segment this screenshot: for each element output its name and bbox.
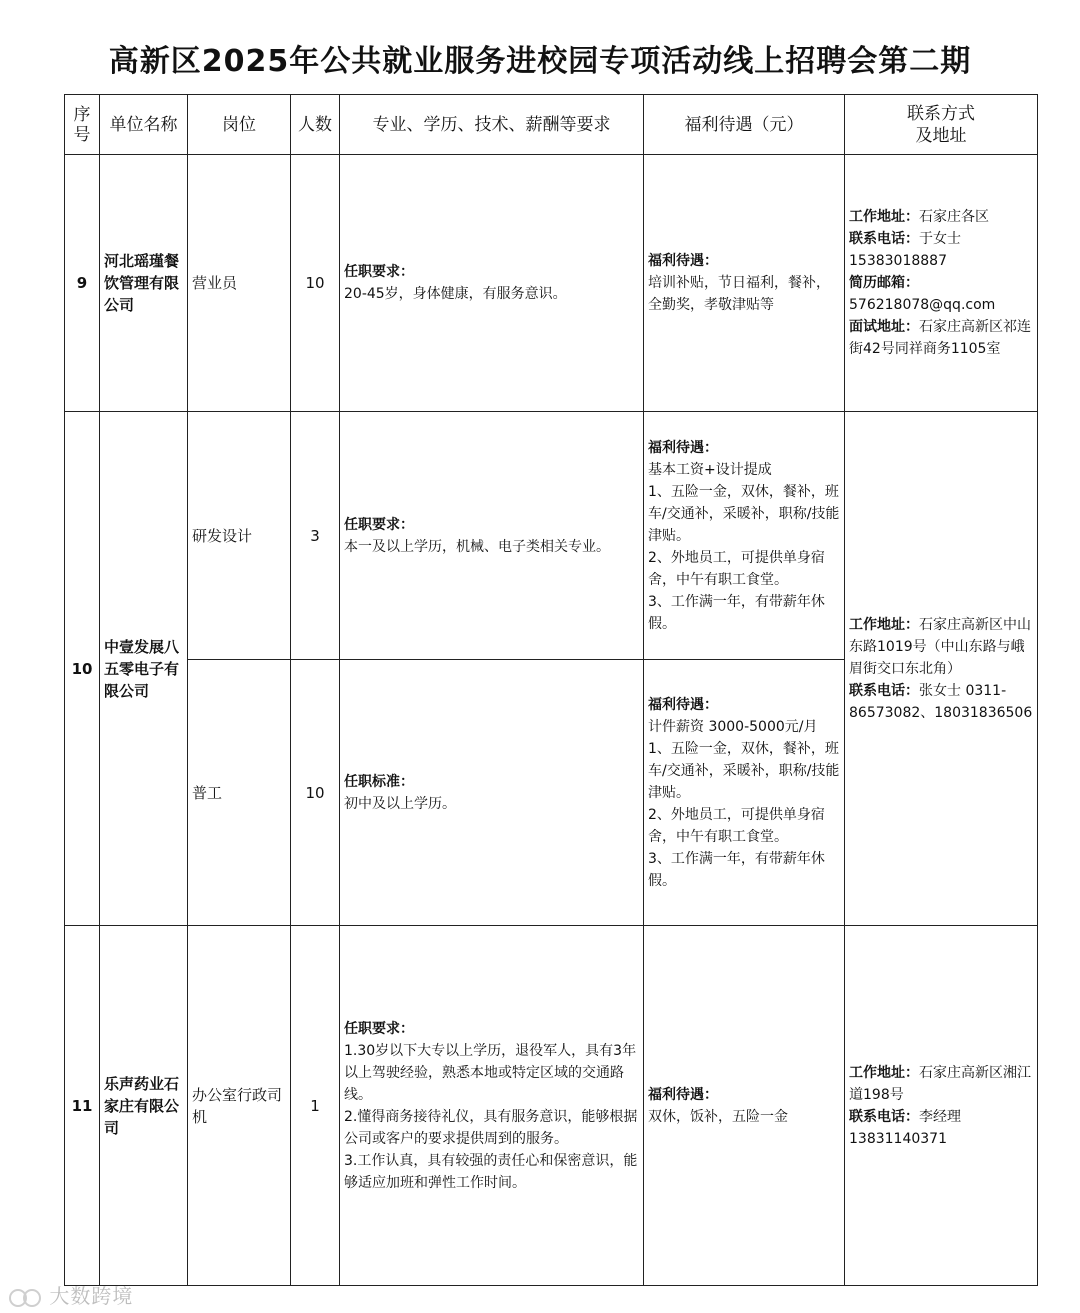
position-title: 办公室行政司机 xyxy=(188,926,291,1286)
contact-value: 李经理13831140371 xyxy=(849,1108,961,1147)
company-name: 乐声药业石家庄有限公司 xyxy=(100,926,188,1286)
benefits-label: 福利待遇： xyxy=(648,253,718,269)
position-title: 普工 xyxy=(188,660,291,926)
requirement-line: 20-45岁，身体健康，有服务意识。 xyxy=(344,286,567,302)
row-seq: 10 xyxy=(65,412,100,926)
contact-value: 石家庄高新区中山东路1019号（中山东路与峨眉街交口东北角） xyxy=(849,616,1031,677)
row-seq: 11 xyxy=(65,926,100,1286)
benefit-line: 培训补贴，节日福利，餐补，全勤奖，孝敬津贴等 xyxy=(648,275,830,313)
requirement-line: 2.懂得商务接待礼仪，具有服务意识，能够根据公司或客户的要求提供周到的服务。 xyxy=(344,1108,638,1147)
requirements-label: 任职标准： xyxy=(344,773,414,790)
table-row xyxy=(65,155,1038,412)
requirement-line: 初中及以上学历。 xyxy=(344,795,456,812)
benefits-cell xyxy=(644,412,845,660)
page-title: 高新区2025年公共就业服务进校园专项活动线上招聘会第二期 xyxy=(108,44,972,79)
header-contact-line1: 联系方式 xyxy=(907,103,975,124)
headcount: 10 xyxy=(291,155,340,412)
contact-cell xyxy=(845,926,1038,1286)
contact-label: 工作地址： xyxy=(849,616,919,633)
contact-value: 石家庄各区 xyxy=(919,209,989,225)
benefits-label: 福利待遇： xyxy=(648,439,718,456)
position-title: 营业员 xyxy=(188,155,291,412)
requirements-cell xyxy=(340,155,644,412)
header-contact xyxy=(845,95,1038,155)
contact-value: 石家庄高新区湘江道198号 xyxy=(849,1064,1031,1103)
benefit-line: 3、工作满一年，有带薪年休假。 xyxy=(648,593,825,632)
benefit-line: 计件薪资 3000-5000元/月 xyxy=(648,718,818,735)
benefits-label: 福利待遇： xyxy=(648,1086,718,1103)
requirement-line: 本一及以上学历，机械、电子类相关专业。 xyxy=(344,538,610,555)
requirements-label: 任职要求： xyxy=(344,1020,414,1037)
requirements-label: 任职要求： xyxy=(344,264,414,280)
header-company: 单位名称 xyxy=(100,95,188,155)
row-seq: 9 xyxy=(65,155,100,412)
contact-value: 576218078@qq.com xyxy=(849,297,996,313)
contact-label: 联系电话： xyxy=(849,1108,919,1125)
header-seq: 序号 xyxy=(65,95,100,155)
contact-cell xyxy=(845,155,1038,412)
headcount: 1 xyxy=(291,926,340,1286)
benefit-line: 双休，饭补，五险一金 xyxy=(648,1108,788,1125)
header-contact-line2: 及地址 xyxy=(915,125,967,146)
header-requirements: 专业、学历、技术、薪酬等要求 xyxy=(340,95,644,155)
position-title: 研发设计 xyxy=(188,412,291,660)
header-count: 人数 xyxy=(291,95,340,155)
benefits-cell xyxy=(644,155,845,412)
header-benefits: 福利待遇（元） xyxy=(644,95,845,155)
contact-value: 张女士 0311-86573082、18031836506 xyxy=(849,682,1033,721)
header-row xyxy=(65,95,1038,155)
requirement-line: 1.30岁以下大专以上学历，退役军人，具有3年以上驾驶经验，熟悉本地或特定区域的交通路线。 xyxy=(344,1042,637,1103)
contact-label: 面试地址： xyxy=(849,319,919,335)
table-row xyxy=(65,412,1038,660)
requirements-cell xyxy=(340,412,644,660)
benefits-cell xyxy=(644,926,845,1286)
contact-label: 工作地址： xyxy=(849,209,919,225)
headcount: 10 xyxy=(291,660,340,926)
headcount: 3 xyxy=(291,412,340,660)
benefits-label: 福利待遇： xyxy=(648,696,718,713)
contact-label: 工作地址： xyxy=(849,1064,919,1081)
benefit-line: 基本工资+设计提成 xyxy=(648,461,772,478)
benefit-line: 1、五险一金，双休，餐补，班车/交通补，采暖补，职称/技能津贴。 xyxy=(648,483,840,544)
benefits-cell xyxy=(644,660,845,926)
requirements-cell xyxy=(340,660,644,926)
company-name: 河北瑶瑾餐饮管理有限公司 xyxy=(100,155,188,412)
job-table xyxy=(64,94,1038,1286)
contact-value: 石家庄高新区祁连街42号同祥商务1105室 xyxy=(849,319,1031,357)
contact-value: 于女士15383018887 xyxy=(849,231,961,269)
contact-cell xyxy=(845,412,1038,926)
table-row xyxy=(65,926,1038,1286)
watermark-logo-icon xyxy=(8,1287,42,1309)
benefit-line: 2、外地员工，可提供单身宿舍，中午有职工食堂。 xyxy=(648,806,825,845)
header-position: 岗位 xyxy=(188,95,291,155)
contact-label: 联系电话： xyxy=(849,231,919,247)
benefit-line: 2、外地员工，可提供单身宿舍，中午有职工食堂。 xyxy=(648,549,825,588)
requirements-label: 任职要求： xyxy=(344,516,414,533)
benefit-line: 3、工作满一年，有带薪年休假。 xyxy=(648,850,825,889)
benefit-line: 1、五险一金，双休，餐补，班车/交通补，采暖补，职称/技能津贴。 xyxy=(648,740,840,801)
contact-label: 联系电话： xyxy=(849,682,919,699)
watermark-text: 大数跨境 xyxy=(49,1284,134,1308)
requirements-cell xyxy=(340,926,644,1286)
requirement-line: 3.工作认真，具有较强的责任心和保密意识，能够适应加班和弹性工作时间。 xyxy=(344,1152,638,1191)
watermark xyxy=(8,1280,133,1309)
contact-label: 简历邮箱： xyxy=(849,275,919,291)
company-name: 中壹发展八五零电子有限公司 xyxy=(100,412,188,926)
